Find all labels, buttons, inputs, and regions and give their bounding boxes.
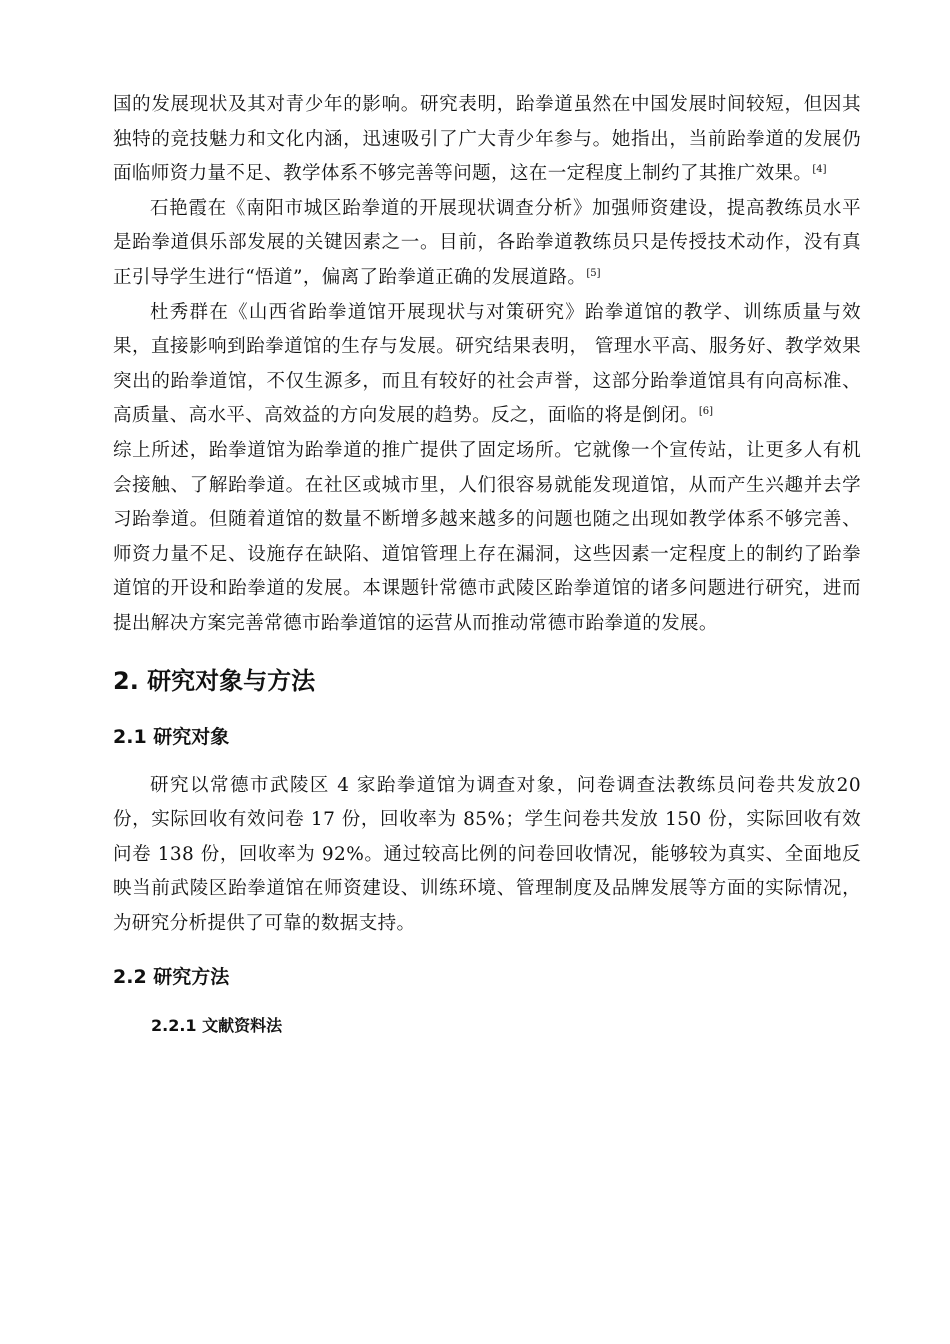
citation-ref: [5] bbox=[586, 267, 601, 279]
paragraph-literature-review-1 bbox=[113, 88, 861, 192]
subsection-heading-2-1: 2.1 研究对象 bbox=[113, 725, 230, 748]
paragraph-summary: 综上所述，跆拳道馆为跆拳道的推广提供了固定场所。它就像一个宣传站，让更多人有机会接触、了解跆拳道。在社区或城市里，人们很容易就能发现道馆，从而产生兴趣并去学习跆拳道。但随着道馆的数量不断增多越来越多的问题也随之出现如教学体系不够完善、师资力量不足、设施存在缺陷、道馆管理上存在漏洞，这些因素一定程度上的制约了跆拳道馆的开设和跆拳道的发展。本课题针常德市武陵区跆拳道馆的诸多问题进行研究，进而提出解决方案完善常德市跆拳道馆的运营从而推动常德市跆拳道的发展。 bbox=[113, 439, 861, 634]
subsection-heading-2-2: 2.2 研究方法 bbox=[113, 966, 230, 989]
paragraph-literature-review-3 bbox=[113, 296, 861, 434]
section-heading-2: 2. 研究对象与方法 bbox=[113, 666, 316, 695]
citation-ref: [6] bbox=[698, 406, 714, 418]
subsubsection-heading-2-2-1: 2.2.1 文献资料法 bbox=[151, 1016, 283, 1036]
paragraph-literature-review-2 bbox=[113, 192, 861, 296]
paragraph-text: 石艳霞在《南阳市城区跆拳道的开展现状调查分析》加强师资建设，提高教练员水平是跆拳道俱乐部发展的关键因素之一。目前，各跆拳道教练员只是传授技术动作，没有真正引导学生进行“悟道”，偏离了跆拳道正确的发展道路。 bbox=[113, 197, 861, 288]
citation-ref: [4] bbox=[812, 164, 827, 176]
paragraph-text: 国的发展现状及其对青少年的影响。研究表明，跆拳道虽然在中国发展时间较短，但因其独特的竞技魅力和文化内涵，迅速吸引了广大青少年参与。她指出，当前跆拳道的发展仍面临师资力量不足、教学体系不够完善等问题，这在一定程度上制约了其推广效果。 bbox=[113, 94, 861, 185]
paragraph-text: 杜秀群在《山西省跆拳道馆开展现状与对策研究》跆拳道馆的教学、训练质量与效果，直接影响到跆拳道馆的生存与发展。研究结果表明， 管理水平高、服务好、教学效果突出的跆拳道馆，不仅生源多，而且有较好的社会声誉，这部分跆拳道馆具有向高标准、高质量、高水平、高效益的方向发展的趋势。反之，面临的将是倒闭。 bbox=[113, 301, 861, 427]
document-page bbox=[113, 88, 861, 1041]
paragraph-research-objects: 研究以常德市武陵区 4 家跆拳道馆为调查对象，问卷调查法教练员问卷共发放20 份，实际回收有效问卷 17 份，回收率为 85%；学生问卷共发放 150 份，实际回收有效问卷 138 份，回收率为 92%。通过较高比例的问卷回收情况，能够较为真实、全面地反映当前武陵区跆拳道馆在师资建设、训练环境、管理制度及品牌发展等方面的实际情况，为研究分析提供了可靠的数据支持。 bbox=[113, 774, 861, 934]
